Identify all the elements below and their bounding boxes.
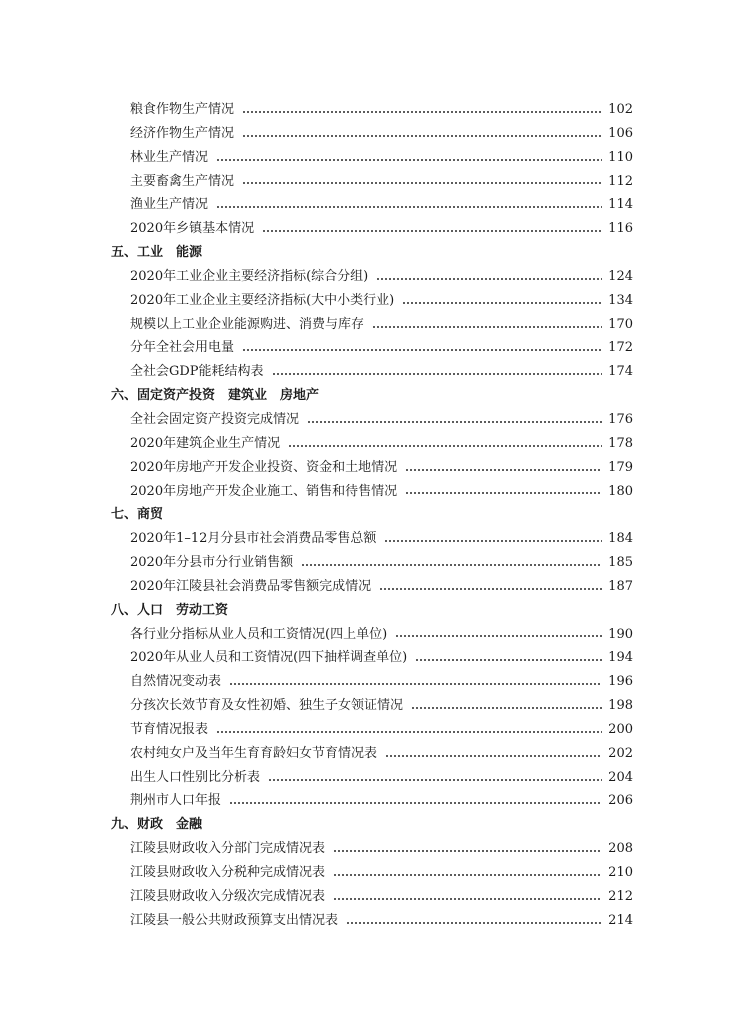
dot-leader — [333, 898, 602, 900]
toc-page-number: 198 — [608, 698, 633, 714]
toc-entry[interactable] — [0, 623, 746, 647]
toc-entry-title: 2020年建筑企业生产情况 — [130, 435, 281, 451]
toc-page-number: 174 — [608, 364, 633, 380]
toc-entry[interactable] — [0, 861, 746, 885]
toc-page-number: 190 — [608, 626, 633, 642]
toc-entry[interactable] — [0, 789, 746, 813]
toc-entry-title: 2020年江陵县社会消费品零售额完成情况 — [130, 578, 372, 594]
dot-leader — [405, 469, 602, 471]
toc-entry-title: 荆州市人口年报 — [130, 793, 222, 809]
toc-page-number: 124 — [608, 268, 633, 284]
toc-page-number: 200 — [608, 721, 633, 737]
toc-entry-title: 经济作物生产情况 — [130, 125, 235, 141]
toc-page-number: 106 — [608, 125, 633, 141]
toc-page-number: 112 — [608, 173, 633, 189]
toc-section-heading — [0, 241, 746, 265]
toc-entry[interactable] — [0, 646, 746, 670]
toc-entry[interactable] — [0, 742, 746, 766]
toc-page-number: 110 — [608, 149, 633, 165]
toc-entry-title: 2020年房地产开发企业投资、资金和土地情况 — [130, 459, 398, 475]
table-of-contents — [0, 98, 746, 933]
toc-entry-title: 分孩次长效节育及女性初婚、独生子女领证情况 — [130, 698, 404, 714]
dot-leader — [333, 850, 602, 852]
toc-section-heading — [0, 813, 746, 837]
toc-page-number: 185 — [608, 555, 633, 571]
toc-page-number: 206 — [608, 793, 633, 809]
toc-page-number: 172 — [608, 340, 633, 356]
dot-leader — [405, 492, 602, 494]
dot-leader — [288, 445, 602, 447]
toc-entry-title: 全社会固定资产投资完成情况 — [130, 411, 300, 427]
toc-entry-title: 全社会GDP能耗结构表 — [130, 364, 264, 380]
dot-leader — [376, 278, 602, 280]
toc-page-number: 204 — [608, 769, 633, 785]
dot-leader — [379, 588, 602, 590]
dot-leader — [307, 421, 602, 423]
toc-entry-title: 各行业分指标从业人员和工资情况(四上单位) — [130, 626, 388, 642]
toc-page-number: 212 — [608, 888, 633, 904]
dot-leader — [415, 659, 602, 661]
toc-entry-title: 2020年从业人员和工资情况(四下抽样调查单位) — [130, 650, 408, 666]
section-title: 九、财政 金融 — [111, 817, 203, 833]
section-title: 六、固定资产投资 建筑业 房地产 — [111, 388, 320, 404]
toc-entry-title: 江陵县财政收入分部门完成情况表 — [130, 841, 326, 857]
toc-page-number: 116 — [608, 221, 633, 237]
toc-entry[interactable] — [0, 885, 746, 909]
toc-entry-title: 农村纯女户及当年生育育龄妇女节育情况表 — [130, 745, 378, 761]
toc-page-number: 176 — [608, 411, 633, 427]
toc-entry[interactable] — [0, 313, 746, 337]
section-title: 七、商贸 — [111, 507, 164, 523]
dot-leader — [372, 326, 602, 328]
toc-entry[interactable] — [0, 694, 746, 718]
toc-entry[interactable] — [0, 336, 746, 360]
section-title: 五、工业 能源 — [111, 245, 203, 261]
toc-entry[interactable] — [0, 193, 746, 217]
toc-entry[interactable] — [0, 360, 746, 384]
toc-entry-title: 出生人口性别比分析表 — [130, 769, 261, 785]
toc-entry-title: 2020年工业企业主要经济指标(综合分组) — [130, 268, 369, 284]
toc-page-number: 102 — [608, 102, 633, 117]
toc-page-number: 196 — [608, 674, 633, 690]
toc-entry-title: 节育情况报表 — [130, 721, 209, 737]
toc-page-number: 184 — [608, 531, 633, 547]
toc-page-number: 114 — [608, 197, 633, 213]
dot-leader — [229, 802, 602, 804]
toc-section-heading — [0, 384, 746, 408]
toc-page-number: 170 — [608, 316, 633, 332]
dot-leader — [301, 564, 602, 566]
toc-entry-title: 粮食作物生产情况 — [130, 102, 235, 117]
section-title: 八、人口 劳动工资 — [111, 602, 229, 618]
toc-entry-title: 2020年房地产开发企业施工、销售和待售情况 — [130, 483, 398, 499]
dot-leader — [272, 373, 603, 375]
toc-section-heading — [0, 599, 746, 623]
toc-entry[interactable] — [0, 432, 746, 456]
toc-entry[interactable] — [0, 480, 746, 504]
dot-leader — [411, 707, 602, 709]
toc-page-number: 210 — [608, 865, 633, 880]
dot-leader — [242, 111, 602, 113]
toc-page-number: 134 — [608, 292, 633, 308]
dot-leader — [385, 755, 602, 757]
dot-leader — [333, 874, 602, 876]
toc-entry[interactable] — [0, 766, 746, 790]
toc-page-number: 214 — [608, 912, 633, 928]
toc-entry[interactable] — [0, 408, 746, 432]
dot-leader — [242, 182, 602, 184]
toc-section-heading — [0, 503, 746, 527]
toc-entry-title: 2020年1–12月分县市社会消费品零售总额 — [130, 531, 377, 547]
toc-entry[interactable] — [0, 551, 746, 575]
toc-page-number: 208 — [608, 841, 633, 857]
toc-entry-title: 分年全社会用电量 — [130, 340, 235, 356]
dot-leader — [346, 922, 602, 924]
toc-entry-title: 林业生产情况 — [130, 149, 209, 165]
toc-page-number: 194 — [608, 650, 633, 666]
dot-leader — [229, 683, 602, 685]
dot-leader — [384, 540, 602, 542]
toc-entry[interactable] — [0, 456, 746, 480]
dot-leader — [395, 635, 602, 637]
toc-entry-title: 江陵县财政收入分级次完成情况表 — [130, 888, 326, 904]
toc-entry-title: 江陵县一般公共财政预算支出情况表 — [130, 912, 339, 928]
toc-entry[interactable] — [0, 527, 746, 551]
dot-leader — [216, 159, 602, 161]
toc-entry-title: 规模以上工业企业能源购进、消费与库存 — [130, 316, 365, 332]
toc-entry[interactable] — [0, 146, 746, 170]
toc-entry[interactable] — [0, 170, 746, 194]
toc-entry-title: 自然情况变动表 — [130, 674, 222, 690]
dot-leader — [242, 349, 602, 351]
toc-entry[interactable] — [0, 98, 746, 122]
toc-page-number: 187 — [608, 578, 633, 594]
toc-entry[interactable] — [0, 122, 746, 146]
toc-entry[interactable] — [0, 265, 746, 289]
toc-page-number: 179 — [608, 459, 633, 475]
toc-entry[interactable] — [0, 837, 746, 861]
toc-entry[interactable] — [0, 217, 746, 241]
toc-entry-title: 2020年工业企业主要经济指标(大中小类行业) — [130, 292, 395, 308]
dot-leader — [216, 206, 602, 208]
toc-entry[interactable] — [0, 718, 746, 742]
dot-leader — [268, 779, 602, 781]
toc-entry-title: 渔业生产情况 — [130, 197, 209, 213]
dot-leader — [262, 230, 602, 232]
toc-page-number: 180 — [608, 483, 633, 499]
toc-entry[interactable] — [0, 909, 746, 933]
toc-entry[interactable] — [0, 289, 746, 313]
dot-leader — [402, 302, 602, 304]
dot-leader — [216, 731, 602, 733]
toc-page-number: 202 — [608, 745, 633, 761]
toc-entry[interactable] — [0, 670, 746, 694]
toc-entry-title: 2020年分县市分行业销售额 — [130, 555, 294, 571]
toc-entry-title: 2020年乡镇基本情况 — [130, 221, 255, 237]
toc-entry-title: 主要畜禽生产情况 — [130, 173, 235, 189]
toc-entry[interactable] — [0, 575, 746, 599]
toc-page-number: 178 — [608, 435, 633, 451]
toc-entry-title: 江陵县财政收入分税种完成情况表 — [130, 865, 326, 880]
dot-leader — [242, 135, 602, 137]
